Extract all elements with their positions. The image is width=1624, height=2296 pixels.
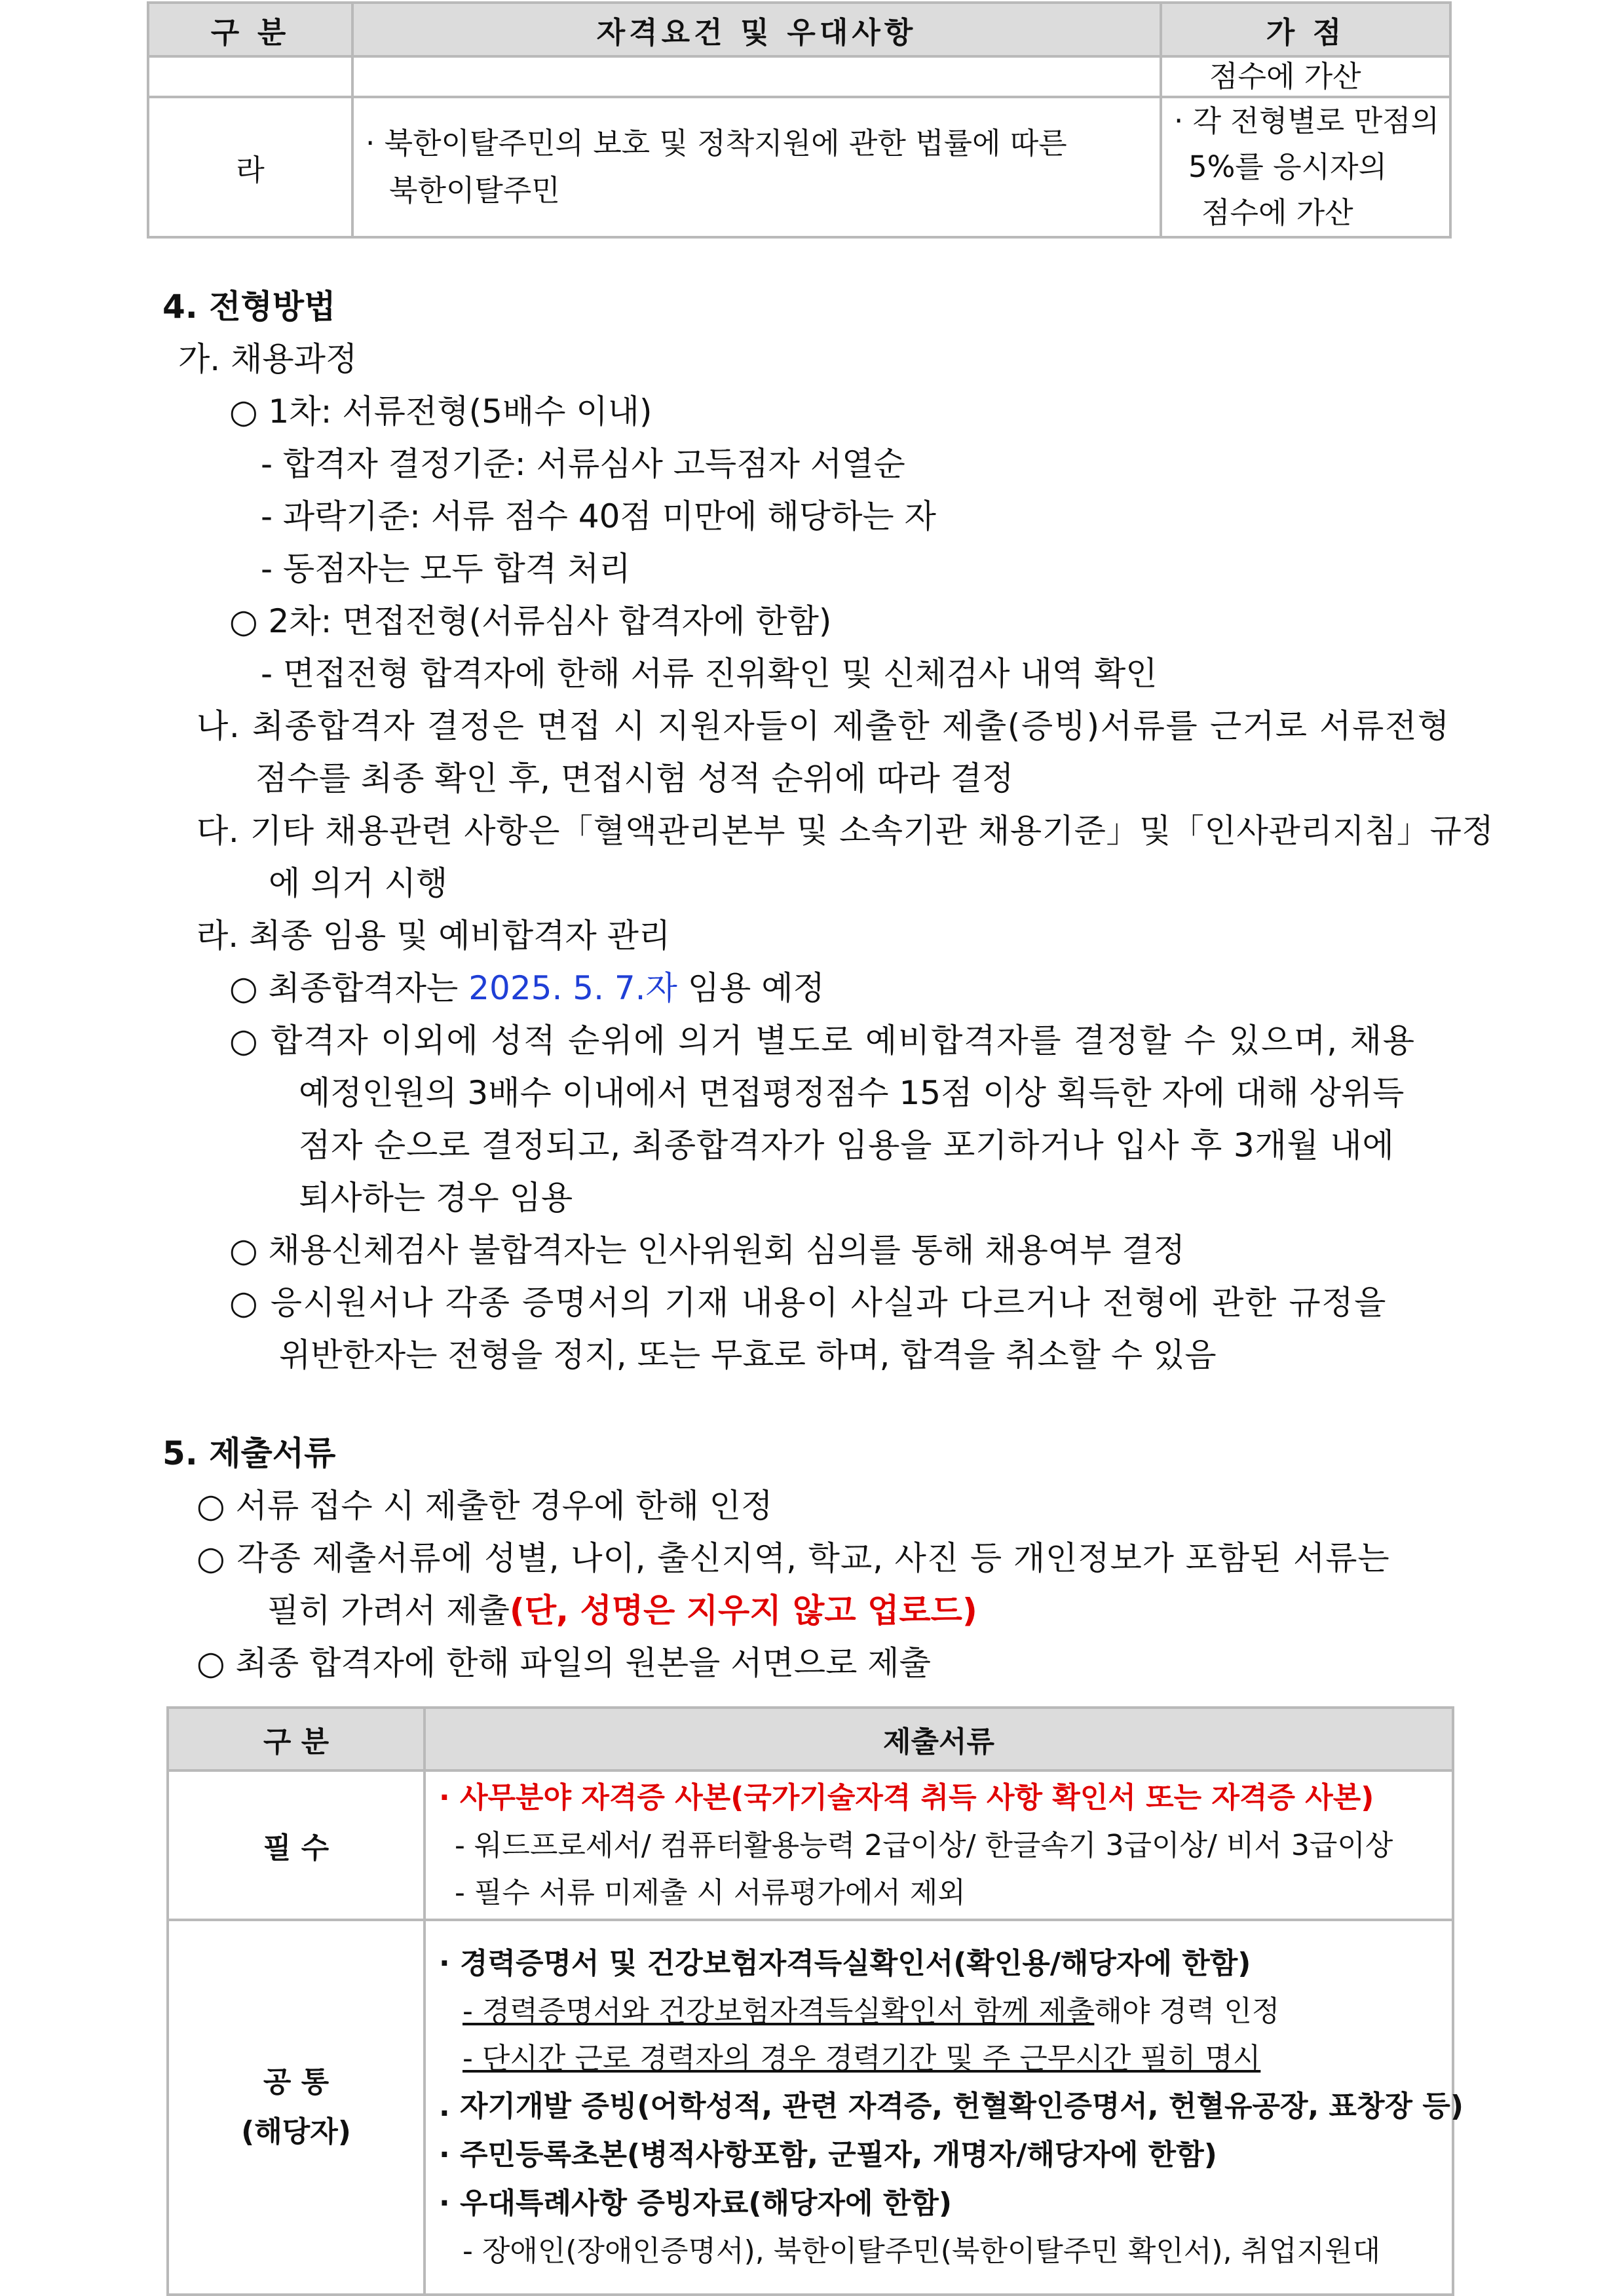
cell-category [168,1920,425,2295]
subsection-heading: 가. 채용과정 [178,340,358,378]
list-text: 임용 예정 [677,969,825,1007]
list-item: ○ 2차: 면접전형(서류심사 합격자에 한함) [229,602,832,640]
cell-category: 라 [148,97,352,237]
list-item: ○ 1차: 서류전형(5배수 이내) [229,392,652,430]
points-line: 점수에 가산 [1201,195,1353,230]
header-documents: 제출서류 [425,1708,1453,1770]
paragraph: 에 의거 시행 [269,864,448,902]
paragraph: 나. 최종합격자 결정은 면접 시 지원자들이 제출한 제출(증빙)서류를 근거로 서류전형 [197,707,1450,745]
underlined-text: - 경력증명서와 건강보험자격득실확인서 함께 제출 [463,1995,1095,2028]
common-item: · 주민등록초본(병적사항포함, 군필자, 개명자/해당자에 한함) [439,2138,1217,2172]
warning-text: (단, 성명은 지우지 않고 업로드) [509,1592,977,1630]
list-item: - 과락기준: 서류 점수 40점 미만에 해당하는 자 [261,497,936,535]
cell-points [1161,97,1450,237]
section-title: 5. 제출서류 [162,1434,336,1472]
common-item: . 자기개발 증빙(어학성적, 관련 자격증, 헌혈확인증명서, 헌혈유공장, 표창장 등) [439,2090,1463,2123]
points-line: · 각 전형별로 만점의 [1174,104,1439,138]
list-item: - 동점자는 모두 합격 처리 [261,550,631,588]
common-subitem: - 장애인(장애인증명서), 북한이탈주민(북한이탈주민 확인서), 취업지원대 [463,2234,1381,2268]
appointment-date: 2025. 5. 7.자 [468,969,677,1007]
subitem-text: 해야 경력 인정 [1094,1995,1280,2028]
header-category: 구 분 [148,3,352,56]
list-item: 위반한자는 전형을 정지, 또는 무효로 하며, 합격을 취소할 수 있음 [279,1336,1217,1374]
list-item: - 합격자 결정기준: 서류심사 고득점자 서열순 [261,445,905,483]
common-item: · 우대특례사항 증빙자료(해당자에 한함) [439,2187,952,2220]
cell-empty [352,56,1161,97]
category-label: (해당자) [241,2115,351,2149]
cell-category: 필 수 [168,1770,425,1920]
req-line: 북한이탈주민 [389,173,560,208]
list-item: ○ 채용신체검사 불합격자는 인사위원회 심의를 통해 채용여부 결정 [229,1231,1185,1269]
table-header-row [168,1708,1453,1770]
list-item [229,962,825,1009]
header-points: 가 점 [1161,3,1450,56]
points-line: 5%를 응시자의 [1188,149,1388,184]
list-item: ○ 서류 접수 시 제출한 경우에 한해 인정 [197,1487,773,1525]
list-item: ○ 각종 제출서류에 성별, 나이, 출신지역, 학교, 사진 등 개인정보가 포함된 서류는 [197,1539,1390,1577]
list-text: ○ 최종합격자는 [229,969,469,1007]
header-requirements: 자격요건 및 우대사항 [352,3,1161,56]
list-item [267,1584,977,1632]
list-item: 퇴사하는 경우 임용 [299,1179,573,1217]
common-subitem [426,1988,1452,2035]
table-row [148,97,1450,237]
list-item: ○ 최종 합격자에 한해 파일의 원본을 서면으로 제출 [197,1644,931,1682]
required-subitem: - 워드프로세서/ 컴퓨터활용능력 2급이상/ 한글속기 3급이상/ 비서 3급이상 [455,1829,1393,1862]
list-item: 점자 순으로 결정되고, 최종합격자가 임용을 포기하거나 입사 후 3개월 내에 [299,1126,1395,1164]
table-header-row [148,3,1450,56]
category-label: 공 통 [263,2065,330,2099]
list-item: - 면접전형 합격자에 한해 서류 진위확인 및 신체검사 내역 확인 [261,655,1158,693]
table-row [168,1920,1453,2295]
common-subitem: - 단시간 근로 경력자의 경우 경력기간 및 주 근무시간 필히 명시 [463,2042,1261,2075]
section-title: 4. 전형방법 [162,288,336,326]
subsection-heading: 라. 최종 임용 및 예비합격자 관리 [197,917,671,955]
list-item: 예정인원의 3배수 이내에서 면접평정점수 15점 이상 획득한 자에 대해 상위득 [299,1074,1405,1112]
cell-points [1161,56,1450,97]
list-item: ○ 합격자 이외에 성적 순위에 의거 별도로 예비합격자를 결정할 수 있으며, 채용 [229,1022,1416,1060]
table-row [168,1770,1453,1920]
paragraph: 다. 기타 채용관련 사항은「혈액관리본부 및 소속기관 채용기준」및「인사관리지침」규정 [197,812,1494,850]
cell-documents [425,1770,1453,1920]
required-subitem: - 필수 서류 미제출 시 서류평가에서 제외 [455,1876,966,1909]
points-text: 점수에 가산 [1209,59,1361,94]
cell-requirements [352,97,1161,237]
header-category: 구 분 [168,1708,425,1770]
qualification-table [147,1,1452,239]
list-item: ○ 응시원서나 각종 증명서의 기재 내용이 사실과 다르거나 전형에 관한 규정을 [229,1284,1388,1322]
list-text: 필히 가려서 제출 [267,1592,510,1630]
cell-empty [148,56,352,97]
cell-documents [425,1920,1463,2295]
documents-table [166,1706,1463,2296]
required-item: · 사무분야 자격증 사본(국가기술자격 취득 사항 확인서 또는 자격증 사본) [439,1781,1374,1814]
paragraph: 점수를 최종 확인 후, 면접시험 성적 순위에 따라 결정 [255,759,1014,797]
common-item: · 경력증명서 및 건강보험자격득실확인서(확인용/해당자에 한함) [439,1947,1251,1980]
table-row [148,56,1450,97]
req-line: · 북한이탈주민의 보호 및 정착지원에 관한 법률에 따른 [366,126,1067,161]
